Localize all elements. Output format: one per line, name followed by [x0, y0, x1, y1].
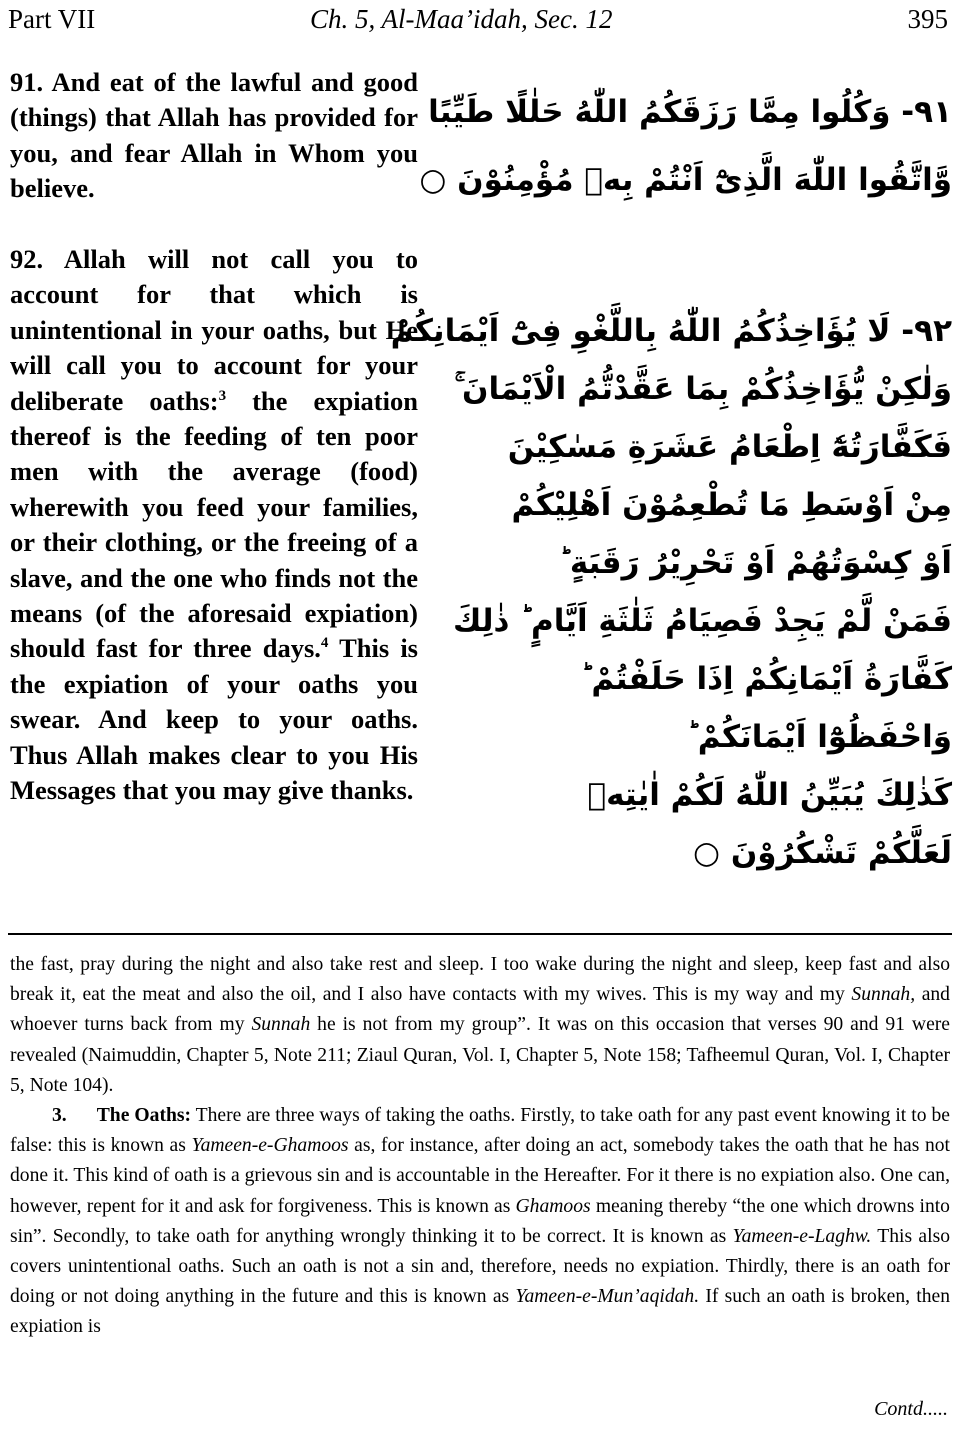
footnote-term: Sunnah, [851, 984, 916, 1006]
footnote-text: If such an oath is broken, then expiation is [10, 1286, 950, 1338]
arabic-line: لَعَلَّكُمْ تَشْكُرُوْنَ ○ [693, 835, 952, 871]
footnote-text: the fast, pray during the night and also take rest and sleep. I too wake during the night and sleep, keep fast and also break it, eat the meat and also the oil, and I also have contacts with my wives. This is my way and my [10, 954, 950, 1006]
verse-92-text-part1: 92. Allah will not call you to account for that which is unintentional in your oaths, but He will call you to account for your deliberate oaths: [10, 244, 418, 416]
footnote-text: he is not from my group”. It was on this occasion that verses 90 and 91 were revealed (Naimuddin, Chapter 5, Note 211; Ziaul Quran, Vol. I, Chapter 5, Note 158; Tafheemul Quran, Vol. I, Chapter 5, Note 104). [10, 1014, 950, 1096]
chapter-title: Ch. 5, Al-Maa’idah, Sec. 12 [310, 4, 613, 34]
arabic-line: فَكَفَّارَتُهٗٓ اِطْعَامُ عَشَرَةِ مَسٰكِيْنَ [507, 429, 952, 465]
verse-92-arabic [390, 302, 952, 882]
footnote-term: Yameen-e-Ghamoos [191, 1135, 349, 1157]
footnote-number: 3. [52, 1105, 67, 1127]
footnote-term: Sunnah [251, 1014, 311, 1036]
verse-92-translation [10, 242, 418, 809]
arabic-line: وَلٰكِنْ يُّؤَاخِذُكُمْ بِمَا عَقَّدْتُّمُ الْاَيْمَانَ ۚ [454, 371, 952, 407]
arabic-line: كَذٰلِكَ يُبَيِّنُ اللّٰهُ لَكُمْ اٰيٰتِهٖ [587, 777, 952, 813]
footnote-divider [8, 933, 952, 935]
footnote-ref-3: 3 [218, 387, 227, 404]
footnote-continuation [10, 950, 950, 1101]
part-label: Part VII [8, 4, 96, 34]
footnote-text: meaning thereby “the one which drowns into sin”. Secondly, to take oath for anything wrongly thinking it to be correct. It is known as [10, 1195, 950, 1247]
verse-92-text-part2: the expiation thereof is the feeding of ten poor men with the average (food) wherewith you feed your families, or their clothing, or the freeing of a slave, and the one who finds not the means (of the aforesaid expiation) should fast for three days. [10, 385, 418, 664]
arabic-line: وَّاتَّقُوا اللّٰهَ الَّذِیْٓ اَنْتُمْ بِهٖ مُؤْمِنُوْنَ ○ [419, 162, 952, 198]
arabic-line: ٩١- وَكُلُوا مِمَّا رَزَقَكُمُ اللّٰهُ حَلٰلًا طَيِّبًا [428, 94, 952, 130]
footnote-text: This also covers unintentional oaths. Such an oath is not a sin and, therefore, needs no expiation. Thirdly, there is an oath for doing or not doing anything in the future and this is known as [10, 1225, 950, 1308]
page-header [8, 4, 948, 34]
footnotes [10, 950, 950, 1343]
arabic-line: فَمَنْ لَّمْ يَجِدْ فَصِيَامُ ثَلٰثَةِ اَيَّامٍ ؕ ذٰلِكَ [452, 603, 952, 639]
page-number: 395 [907, 4, 948, 34]
continued-label: Contd..... [874, 1398, 948, 1420]
arabic-line: مِنْ اَوْسَطِ مَا تُطْعِمُوْنَ اَهْلِيْكُمْ [511, 487, 952, 523]
footnote-3 [10, 1101, 950, 1343]
arabic-line: كَفَّارَةُ اَيْمَانِكُمْ اِذَا حَلَفْتُمْ ؕ [580, 661, 952, 697]
arabic-line: وَاحْفَظُوْٓا اَيْمَانَكُمْ ؕ [686, 719, 952, 755]
footnote-text: There are three ways of taking the oaths. Firstly, to take oath for any past event knowing it to be false: this is known as [10, 1105, 950, 1157]
footnote-term: Yameen-e-Laghw. [732, 1225, 872, 1247]
arabic-line: اَوْ كِسْوَتُهُمْ اَوْ تَحْرِيْرُ رَقَبَةٍ ؕ [559, 545, 952, 581]
verse-91-arabic [419, 78, 952, 214]
footnote-text: and whoever turns back from my [10, 984, 950, 1036]
footnote-text: as, for instance, after doing an act, somebody takes the oath that he has not done it. This kind of oath is a grievous sin and is accountable in the Hereafter. For it there is no expiation also. One can, however, repent for it and ask for forgiveness. This is known as [10, 1135, 950, 1217]
verse-92-text-part3: This is the expiation of your oaths you swear. And keep to your oaths. Thus Allah makes clear to you His Messages that you may give thanks. [10, 633, 418, 806]
verse-91-translation: 91. And eat of the lawful and good (things) that Allah has provided for you, and fear Allah in Whom you believe. [10, 67, 418, 204]
footnote-title: The Oaths: [96, 1105, 192, 1127]
arabic-line: ٩٢- لَا يُؤَاخِذُكُمُ اللّٰهُ بِاللَّغْوِ فِیْٓ اَيْمَانِكُمْ [390, 313, 952, 349]
footnote-term: Ghamoos [515, 1195, 591, 1217]
footnote-ref-4: 4 [320, 635, 329, 652]
footnote-term: Yameen-e-Mun’aqidah. [515, 1286, 700, 1308]
